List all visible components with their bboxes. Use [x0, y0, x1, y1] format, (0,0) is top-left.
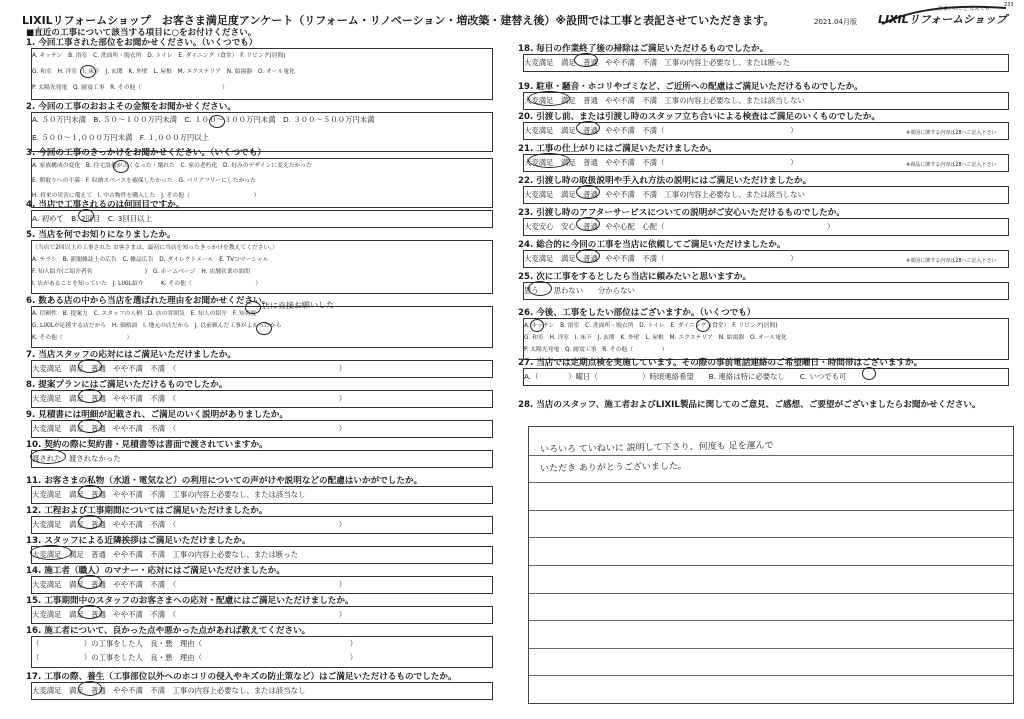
question-left-7-heading: 8. 提案プランにはご満足いただけるものでしたか。 [26, 380, 228, 390]
question-right-0-heading: 18. 毎日の作業終了後の掃除はご満足いただけるものでしたか。 [518, 44, 769, 54]
question-left-10-heading: 11. お客さまの私物（水道・電気など）の利用についての声がけや説明などの配慮はいかがでしたか。 [26, 476, 423, 486]
handwritten-comment-line2: いただき ありがとうございました。 [539, 461, 687, 475]
answer-circle-q6 [256, 322, 272, 335]
question-right-8-heading: 26. 今後、工事をしたい部位はございますか。（いくつでも） [518, 308, 756, 318]
answer-circle-q3 [113, 160, 129, 173]
question-right-3-heading: 21. 工事の仕上がりにはご満足いただけましたか。 [518, 144, 717, 154]
answer-options-line: E. ５００～１,０００万円未満 F. １,０００万円以上 [32, 133, 210, 142]
question-left-11-heading: 12. 工程および工事期間についてはご満足いただけましたか。 [26, 506, 268, 516]
answer-circle-q23 [576, 217, 600, 231]
question-left-9-heading: 10. 契約の際に契約書・見積書等は書面で渡されていますか。 [26, 440, 268, 450]
answer-options-line: G. LIXILが応援する店だから H. 価格面 I. 地元の店だから J. 以前頼んだ工事がよかったから [32, 323, 282, 329]
handwritten-q5-other: 店に直接お願いした [261, 300, 335, 311]
answer-options-line: A. 信頼性 B. 提案力 C. スタッフの人柄 D. 店の雰囲気 E. 知人の紹介 F. 知名度 [32, 311, 257, 317]
question-left-13-heading: 14. 施工者（職人）のマナー・応対にはご満足いただけましたか。 [26, 566, 285, 576]
answer-circle-q27 [862, 367, 876, 380]
answer-options-line: P. 太陽光発電 Q. 耐震工事 R. その他（ ） [32, 85, 228, 91]
answer-options-line: P. 太陽光発電 Q. 耐震工事 R. その他（ ） [524, 347, 668, 353]
answer-options-line: 大変満足 満足 普通 やや不満 不満（ ） [524, 254, 798, 263]
answer-options-line: H. 将来の災害に備えて I. 中古物件を購入した J. その他（ ） [32, 193, 260, 199]
answer-circle-q17 [78, 681, 102, 696]
comment-rule-line [529, 482, 1013, 483]
answer-options-line: 大変満足 満足 普通 やや不満 不満（ ） [524, 158, 798, 167]
comment-rule-line [529, 510, 1013, 511]
answer-options-line: A.（ ）曜日（ ）時頃連絡希望 B. 連絡は特に必要なし C. いつでも可 [524, 372, 847, 381]
answer-options-line: 大変満足 満足 普通 やや不満 不満 工事の内容上必要なし、または断った [32, 550, 299, 559]
answer-circle-q5 [245, 301, 261, 314]
question-left-5-heading: 6. 数ある店の中から当店を選ばれた理由をお聞かせください。 [26, 296, 271, 306]
answer-options-line: 渡された 渡されなかった [32, 454, 121, 463]
answer-options-line: 大変満足 満足 普通 やや不満 不満 （ ） [32, 364, 347, 373]
comment-rule-line [529, 620, 1013, 621]
answer-options-line: A. キッチン B. 浴室 C. 洗面所・脱衣所 D. トイレ E. ダイニング（食堂） F. リビング(居間) [32, 53, 286, 59]
answer-options-line: 大変満足 満足 普通 やや不満 不満 工事の内容上必要なし、または該当なし [32, 686, 306, 695]
answer-circle-q2 [209, 115, 225, 128]
answer-circle-q20 [576, 121, 600, 135]
answer-options-line: K. その他（ ） [32, 335, 133, 341]
question-right-7-heading: 25. 次に工事をするとしたら当店に頼みたいと思いますか。 [518, 272, 752, 282]
answer-options-line: 大変満足 満足 普通 やや不満 不満 （ ） [32, 580, 347, 589]
comment-rule-line [529, 593, 1013, 594]
answer-note: ※要因に関する内容は28へご記入下さい [906, 258, 997, 264]
page-stamp: 233 [1004, 2, 1014, 8]
question-left-0-heading: 1. 今回工事された部位をお聞かせください。（いくつでも） [26, 38, 258, 48]
answer-options-line: 大変満足 満足 普通 やや不満 不満 工事の内容上必要なし、または該当しない [524, 96, 805, 105]
answer-options-line: （当店で2回以上の工事された お客さまは、最初に当店を知ったきっかけを教えてください。） [32, 245, 279, 251]
intro-instruction: ■直近の工事について該当する項目に○をお付けください。 [26, 28, 257, 38]
answer-options-line: 大変安心 安心 普通 やや心配 心配（ ） [524, 222, 835, 231]
question-right-1-heading: 19. 駐車・騒音・ホコリやゴミなど、ご近所への配慮はご満足いただけるものでしたか。 [518, 82, 863, 92]
answer-circle-q14 [78, 575, 102, 589]
answer-circle-q24 [576, 249, 600, 263]
question-right-10-heading: 28. 当店のスタッフ、施工者およびLIXIL製品に関してのご意見、ご感想、ご要望がございましたらお聞かせください。 [518, 400, 981, 410]
answer-options-line: A. ５０万円未満 B. ５０～１００万円未満 C. １００～３００万円未満 D. ３００～５００万円未満 [32, 115, 375, 124]
question-right-6-heading: 24. 総合的に今回の工事を当店に依頼してご満足いただけましたか。 [518, 240, 786, 250]
question-left-4-heading: 5. 当店を何でお知りになりましたか。 [26, 230, 176, 240]
answer-options-line: 大変満足 満足 普通 やや不満 不満（ ） [524, 126, 798, 135]
answer-options-line: 大変満足 満足 普通 やや不満 不満 （ ） [32, 610, 347, 619]
answer-options-line: 大変満足 満足 普通 やや不満 不満 工事の内容上必要なし、または該当なし [32, 490, 306, 499]
logo-catchphrase: 住まいのこと なんでも [938, 6, 990, 12]
question-right-5-heading: 23. 引渡し時のアフターサービスについての説明がご安心いただけるものでしたか。 [518, 208, 845, 218]
answer-circle-q18 [574, 53, 598, 67]
answer-circle-q26d [696, 319, 710, 332]
form-header [8, 2, 1018, 28]
answer-options-line: G. 和室 H. 洋室 I. 床下 J. 玄関 K. 外壁 L. 屋根 M. エクステリア N. 給湯器 O. オール電化 [524, 335, 787, 341]
comment-rule-line [529, 675, 1013, 676]
answer-circle-q26a [530, 319, 544, 332]
question-left-3-heading: 4. 当店で工事されるのは何回目ですか。 [26, 200, 185, 210]
answer-options-line: 思う 思わない 分からない [524, 286, 635, 295]
form-version: 2021.04月版 [814, 18, 857, 26]
answer-options-line: A. チラシ B. 新聞雑誌上の広告 C. 雑誌広告 D. ダイレクトメール E. TVコマーシャル [32, 257, 269, 263]
answer-circle-q11 [78, 485, 102, 499]
answer-options-line: A. 家族構成の変化 B. 住宅設備が古くなった・壊れた C. 家の老朽化 D. 好みのデザインに変えたかった [32, 163, 312, 169]
question-left-6-heading: 7. 当店スタッフの応対にはご満足いただけましたか。 [26, 350, 236, 360]
answer-options-line: E. 開取りへの不満 F. 収納スペースを確保したかった G. バリアフリーにしたかった [32, 178, 256, 184]
question-left-16-heading: 17. 工事の際、養生（工事部位以外へのホコリの侵入やキズの防止策など）はご満足いただけるものでしたか。 [26, 672, 457, 682]
comment-rule-line [529, 565, 1013, 566]
comment-rule-line [529, 455, 1013, 456]
question-right-9-heading: 27. 当店では定期点検を実施しています。その際の事前電話連絡のご希望曜日・時間帯はございますか。 [518, 358, 923, 368]
answer-note: ※要因に関する内容は28へご記入下さい [906, 130, 997, 136]
comment-rule-line [529, 648, 1013, 649]
question-left-2-heading: 3. 今回の工事のきっかけをお聞かせください。（いくつでも） [26, 148, 266, 158]
question-right-2-heading: 20. 引渡し前、または引渡し時のスタッフ立ち合いによる検査はご満足のいくものでしたか。 [518, 112, 880, 122]
lixil-logo: LIXILリフォームショップ [878, 13, 1007, 26]
question-right-4-heading: 22. 引渡し時の取扱説明や手入れ方法の説明にはご満足いただけましたか。 [518, 176, 812, 186]
form-title: LIXILリフォームショップ お客さま満足度アンケート（リフォーム・リノベーション・増改築・建替え後）※設問では工事と表記させていただきます。 [22, 14, 775, 27]
question-left-1-heading: 2. 今回の工事のおおよその金額をお聞かせください。 [26, 102, 236, 112]
answer-circle-q9 [78, 419, 102, 433]
comment-rule-line [529, 537, 1013, 538]
question-left-8-heading: 9. 見積書には明細が記載され、ご満足のいく説明がありましたか。 [26, 410, 288, 420]
answer-note: ※商品に関する内容は28へご記入下さい [906, 162, 997, 168]
answer-circle-q22 [576, 185, 600, 199]
answer-options-line: I. 店があることを知っていた J. LIXIL紹介 K. その他（ ） [32, 281, 262, 287]
answer-circle-q21 [528, 153, 570, 168]
answer-options-line: 大変満足 満足 普通 やや不満 不満 （ ） [32, 520, 347, 529]
answer-options-line: A. 初めて B. 2回目 C. 3回目以上 [32, 214, 152, 223]
answer-circle-q25 [528, 281, 552, 296]
handwritten-comment-line1: いろいろ ていねいに 説明して下さり、何度も 足を運んで [539, 440, 774, 456]
answer-circle-q10 [30, 449, 66, 464]
answer-options-line: （ ）の工事をした人 良・悪 理由（ ） [32, 653, 358, 662]
answer-options-line: 大変満足 満足 普通 やや不満 不満 工事の内容上必要なし、または断った [524, 58, 791, 67]
answer-circle-q8 [78, 389, 102, 403]
answer-options-line: G. 和室 H. 洋室 I. 床下 J. 玄関 K. 外壁 L. 屋根 M. エクステリア N. 給湯器 O. オール電化 [32, 69, 295, 75]
answer-circle-q7 [78, 359, 102, 373]
answer-options-line: 大変満足 満足 普通 やや不満 不満 （ ） [32, 424, 347, 433]
answer-options-line: （ ）の工事をした人 良・悪 理由（ ） [32, 639, 358, 648]
question-left-14-heading: 15. 工事期間中のスタッフのお客さまへの応対・配慮にはご満足いただけましたか。 [26, 596, 354, 606]
question-left-12-heading: 13. スタッフによる近隣挨拶はご満足いただけましたか。 [26, 536, 251, 546]
answer-options-line: 大変満足 満足 普通 やや不満 不満 （ ） [32, 394, 347, 403]
answer-circle-q19 [528, 91, 570, 106]
answer-circle-q4 [78, 209, 94, 222]
answer-options-line: 大変満足 満足 普通 やや不満 不満 工事の内容上必要なし、または該当しない [524, 190, 805, 199]
answer-options-line: F. 知人紹介(ご紹介者名 ) G. ホームページ H. 店舗営業の訪問 [32, 269, 250, 275]
answer-options-line: A. キッチン B. 浴室 C. 洗面所・脱衣所 D. トイレ E. ダイニング（食堂） F. リビング(居間) [524, 323, 778, 329]
answer-circle-q15 [78, 605, 102, 619]
answer-circle-q1 [80, 65, 96, 78]
answer-circle-q13 [30, 545, 72, 560]
question-left-15-heading: 16. 施工者について、良かった点や悪かった点があれば教えてください。 [26, 626, 311, 636]
answer-circle-q12 [78, 515, 102, 529]
